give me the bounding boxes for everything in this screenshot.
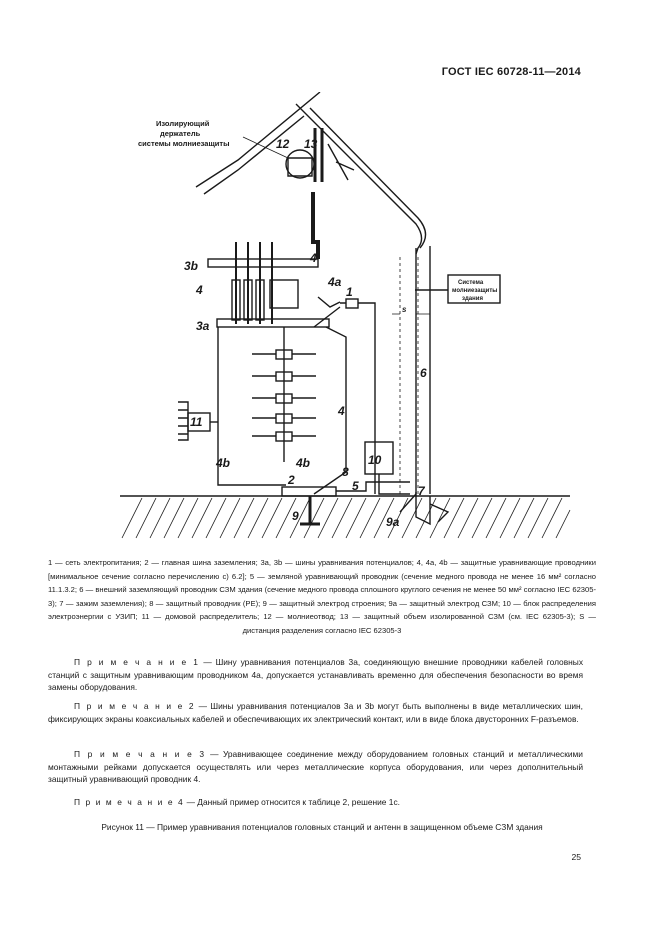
label-11: 11 <box>190 415 203 429</box>
note-4 <box>48 796 583 809</box>
main-earth-bar-2 <box>282 487 336 496</box>
label-s: s <box>402 305 407 314</box>
note-3-label: П р и м е ч а н и е 3 <box>74 749 206 759</box>
label-lps-3: здания <box>462 296 483 302</box>
label-10: 10 <box>368 453 382 467</box>
note-2 <box>48 700 583 725</box>
power-supply-1 <box>346 299 358 308</box>
label-4-mid: 4 <box>338 404 345 418</box>
note-2-label: П р и м е ч а н и е 2 <box>74 701 196 711</box>
label-4a: 4a <box>328 275 342 289</box>
label-6: 6 <box>420 366 427 380</box>
label-5: 5 <box>352 479 359 493</box>
label-rod-1: Изолирующий <box>156 119 210 128</box>
label-rod-2: держатель <box>160 129 201 138</box>
figure-caption: Рисунок 11 — Пример уравнивания потенциалов головных станций и антенн в защищенном объеме СЗМ здания <box>101 822 543 832</box>
document-header: ГОСТ IEC 60728-11—2014 <box>441 66 581 78</box>
note-1 <box>48 656 583 694</box>
note-4-label: П р и м е ч а н и е 4 <box>74 797 185 807</box>
note-3 <box>48 748 583 786</box>
ground-hatch <box>122 498 570 538</box>
label-4-top: 4 <box>310 251 317 265</box>
page-number: 25 <box>571 852 581 862</box>
label-7: 7 <box>418 484 425 498</box>
label-9a: 9a <box>386 515 400 529</box>
label-4b-left: 4b <box>216 456 231 470</box>
legend-text: 1 — сеть электропитания; 2 — главная шина заземления; 3a, 3b — шины уравнивания потенциалов; 4, 4a, 4b — защитные уравнивающие проводники [минимальное сечение согласно перечислению c) 6.2]; 5 — земляной уравнивающий проводник (сечение медного провода не менее 16 мм² согласно 11.1.3.2; 6 — внешний заземляющий проводник СЗМ здания (сечение медного провода сплошного круглого сечения не менее 50 мм² согласно IEC 62305-3); 7 — зажим заземления); 8 — защитный проводник (PE); 9 — защитный электрод строения; 9a — защитный электрод СЗМ; 10 — блок распределения электроэнергии с УЗИП; 11 — домовой распределитель; 12 — молниеотвод; 13 — защитный объем изолированной СЗМ (см. IEC 62305-3); S — дистанция разделения согласно IEC 62305-3 <box>48 558 596 635</box>
label-9: 9 <box>292 509 299 523</box>
headend-equipment <box>270 280 298 308</box>
label-lps-1: Система <box>458 280 484 286</box>
busbar-3b <box>208 259 318 267</box>
label-3b: 3b <box>184 259 199 273</box>
label-3a: 3a <box>196 319 210 333</box>
label-rod-3: системы молниезащиты <box>138 139 230 148</box>
label-2: 2 <box>288 473 295 487</box>
note-2-text: — Шины уравнивания потенциалов 3a и 3b могут быть выполнены в виде металлических шин, фиксирующих экраны коаксиальных кабелей и обеспечивающих их электрический контакт, или в виде блока двусторонних F-разъемов. <box>48 701 584 724</box>
label-4b-right: 4b <box>296 456 311 470</box>
figure-11-diagram <box>100 92 580 542</box>
note-1-label: П р и м е ч а н и е 1 <box>74 657 200 667</box>
label-13: 13 <box>304 137 318 151</box>
note-4-text: — Данный пример относится к таблице 2, решение 1c. <box>184 797 400 807</box>
label-1: 1 <box>346 285 353 299</box>
label-8: 8 <box>342 465 349 479</box>
label-12: 12 <box>276 137 290 151</box>
label-4-left: 4 <box>196 283 203 297</box>
note-1-text: — Шину уравнивания потенциалов 3a, соединяющую внешние проводники кабелей головных станций с защитным уравнивающим проводником 4a, допускается устанавливать временно для обеспечения безопасности во время замены оборудования. <box>48 657 584 693</box>
label-lps-2: молниезащиты <box>452 288 498 294</box>
figure-legend <box>48 556 596 637</box>
isolated-holder <box>286 150 314 178</box>
note-3-text: — Уравнивающее соединение между оборудованием головных станций и металлическими монтажными рейками допускается осуществлять или через металлические корпуса оборудования, или через дополнительный защитный уравнивающий проводник 4. <box>48 749 583 785</box>
